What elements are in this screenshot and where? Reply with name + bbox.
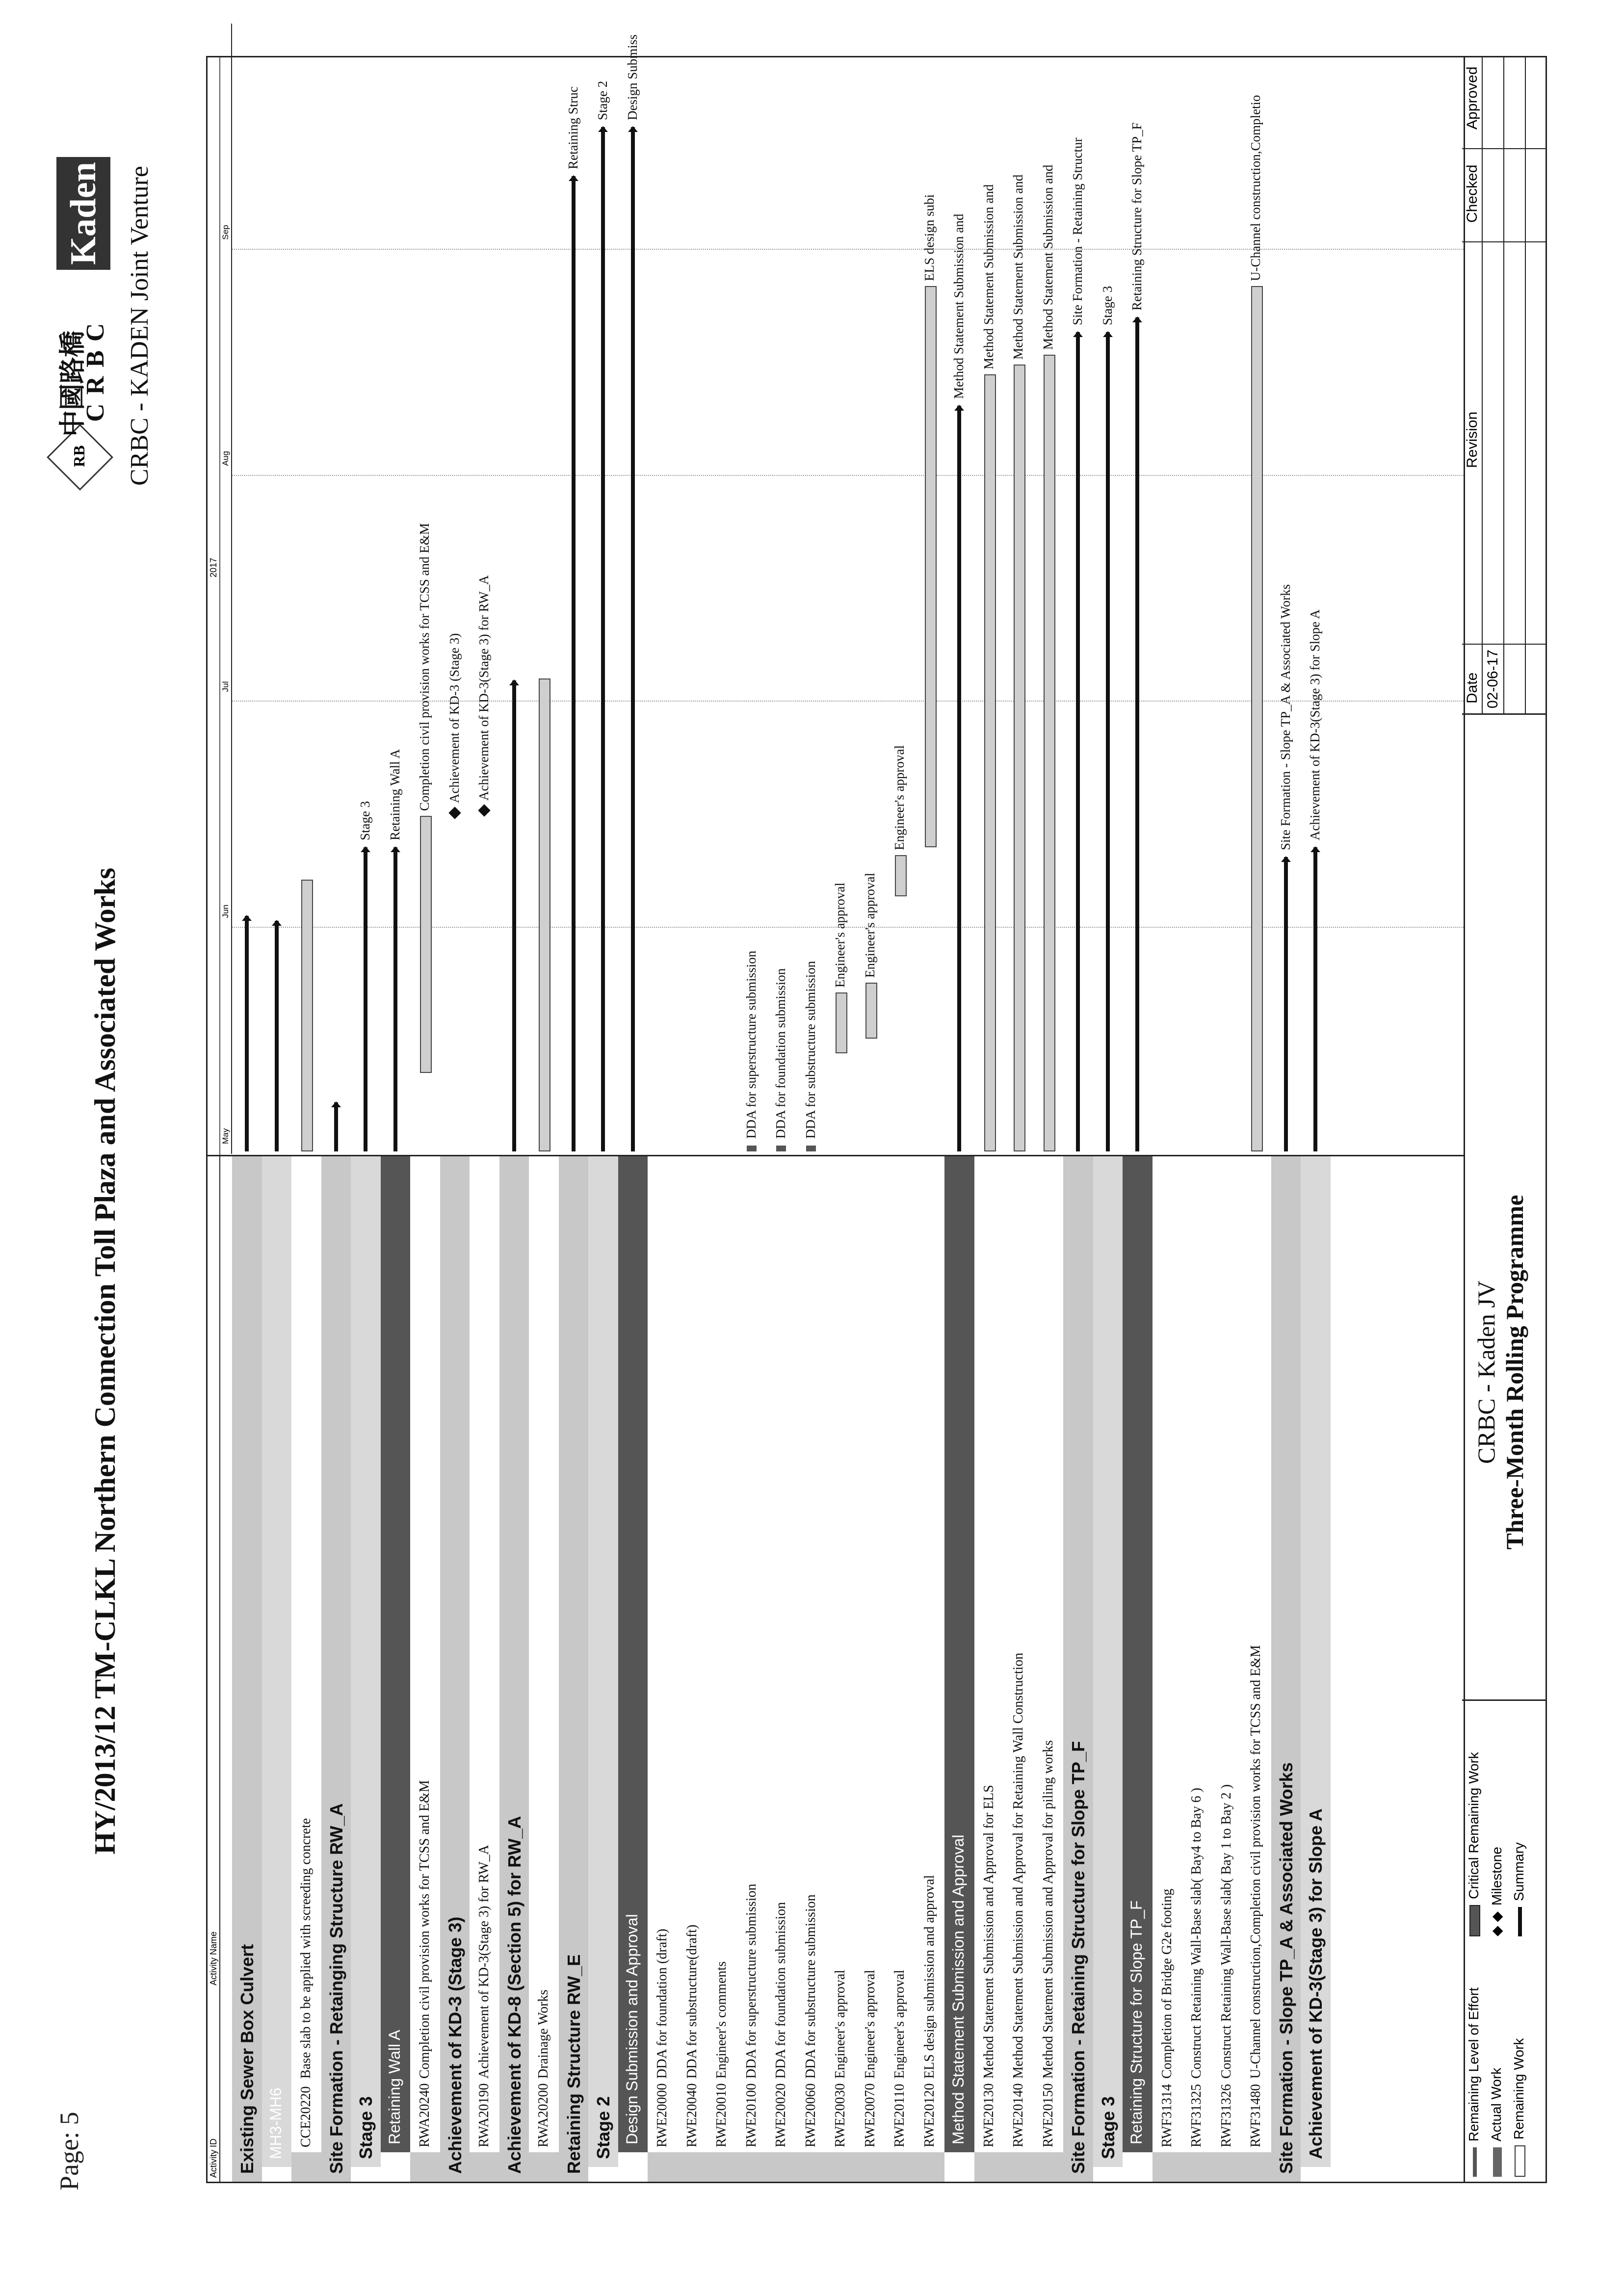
footer-title-line1: CRBC - Kaden JV [1472, 1280, 1500, 1464]
summary-end-icon [1132, 316, 1142, 322]
group-row [440, 57, 470, 2182]
summary-bar [572, 176, 576, 1151]
group-label: Stage 3 [356, 2096, 376, 2159]
activity-row [648, 57, 678, 2182]
month-header-2 [220, 476, 232, 702]
bar-label: Completion civil provision works for TCSS and E&M [417, 523, 432, 811]
activity-id: RWE20010 [714, 2083, 729, 2147]
group-label: Site Formation - Retainging Structure RW_A [326, 1803, 346, 2174]
activity-name: DDA for foundation (draft) [655, 1929, 670, 2079]
month-header-0 [220, 928, 232, 1154]
activity-row [856, 57, 886, 2182]
activity-name: Completion civil provision works for TCSS and E&M [417, 1780, 432, 2079]
activity-name: Drainage Works [536, 1989, 551, 2079]
activity-row [885, 57, 915, 2182]
activity-id: RWE20000 [655, 2083, 670, 2147]
revision-table [1462, 56, 1545, 715]
bar-label: Engineer's approval [892, 745, 907, 850]
summary-bar [393, 847, 397, 1151]
activity-row [1212, 57, 1242, 2182]
activity-id: RWE20130 [981, 2083, 996, 2147]
activity-name: Base slab to be applied with screeding concrete [298, 1818, 314, 2079]
bar-label: Retaining Wall A [387, 749, 402, 840]
month-label: Aug [221, 451, 230, 466]
bar-label: Stage 3 [1100, 286, 1115, 325]
month-header-3 [220, 250, 232, 476]
activity-id: RWE20020 [773, 2083, 788, 2147]
summary-end-icon [1103, 331, 1113, 337]
bar-label: Engineer's approval [833, 882, 848, 988]
bar-label: Achievement of KD-3 (Stage 3) [446, 633, 462, 803]
activity-bar [984, 374, 996, 1151]
gantt-table [206, 34, 1465, 2183]
summary-bar [364, 847, 367, 1151]
bar-label: Engineer's approval [862, 872, 877, 978]
rev-date-header: Date [1464, 672, 1480, 704]
summary-end-icon [331, 1101, 341, 1107]
rb-logo-icon: RB [47, 424, 113, 491]
activity-name: DDA for substructure submission [803, 1894, 818, 2079]
group-label: Retaining Structure for Slope TP_F [1127, 1900, 1145, 2144]
activity-bar [895, 855, 907, 896]
year-header [208, 57, 220, 1156]
activity-bar [539, 678, 550, 1151]
bar-label: Stage 3 [358, 801, 373, 840]
activity-id-header: Activity ID [209, 2138, 218, 2178]
summary-end-icon [272, 920, 282, 926]
group-label: Existing Sewer Box Culvert [237, 1944, 257, 2174]
rev-date-value: 02-06-17 [1485, 649, 1501, 708]
legend-summary: Summary [1511, 1842, 1527, 1936]
legend [1466, 1696, 1545, 2177]
logo-crbc-text: CRBC [81, 314, 109, 422]
group-label: Retaining Structure RW_E [563, 1954, 584, 2174]
activity-name-header: Activity Name [209, 1931, 218, 1985]
summary-bar [275, 921, 279, 1151]
month-header-1 [220, 702, 232, 928]
summary-end-icon [242, 915, 252, 921]
summary-end-icon [1310, 846, 1320, 852]
activity-id: RWF31480 [1248, 2084, 1263, 2147]
activity-id: RWE20120 [921, 2083, 937, 2147]
activity-name: Construct Retaining Wall-Base slab( Bay 1 to Bay 2 ) [1218, 1784, 1234, 2079]
footer-title [1472, 1053, 1529, 1691]
legend-actual-work: Actual Work [1489, 2068, 1504, 2177]
summary-bar [1135, 317, 1139, 1151]
bar-label: Site Formation - Slope TP_A & Associated Works [1278, 584, 1293, 850]
bar-label: Retaining Structure for Slope TP_F [1129, 122, 1145, 311]
activity-name: ELS design submission and approval [921, 1875, 937, 2079]
activity-id: RWF31325 [1189, 2084, 1204, 2147]
activity-bar [865, 983, 877, 1039]
summary-bar [1284, 857, 1288, 1151]
activity-id: RWA20240 [417, 2083, 432, 2147]
activity-name: Method Statement Submission and Approval for ELS [981, 1785, 996, 2079]
footer-title-line2: Three-Month Rolling Programme [1501, 1195, 1528, 1550]
activity-id: RWE20070 [862, 2083, 878, 2147]
rev-approved-header: Approved [1464, 66, 1480, 130]
bar-label: Method Statement Submission and [981, 184, 996, 369]
activity-row [678, 57, 707, 2182]
summary-bar [512, 680, 516, 1151]
group-label: Retaining Wall A [385, 2030, 403, 2144]
bar-label: Method Statement Submission and [951, 213, 967, 399]
summary-bar [1313, 847, 1317, 1151]
activity-name: Method Statement Submission and Approval for Retaining Wall Construction [1011, 1652, 1026, 2079]
legend-remaining-level-of-effort: Remaining Level of Effort [1466, 1987, 1482, 2177]
company-logo [52, 137, 179, 486]
activity-name: Construct Retaining Wall-Base slab( Bay4 to Bay 6 ) [1189, 1788, 1204, 2079]
activity-id: RWA20200 [536, 2083, 551, 2147]
activity-name: Engineer's approval [862, 1970, 878, 2079]
summary-end-icon [569, 175, 578, 181]
group-label: Achievement of KD-3 (Stage 3) [445, 1916, 465, 2174]
activity-row [1153, 57, 1182, 2182]
activity-bar [1251, 286, 1263, 1151]
activity-id: RWE20110 [892, 2084, 907, 2147]
activity-row [470, 57, 499, 2182]
month-header-4 [220, 24, 232, 250]
bar-label: Stage 2 [595, 80, 610, 120]
bar-label: Site Formation - Retaining Structur [1070, 137, 1085, 325]
bar-label: Method Statement Submission and [1040, 164, 1055, 350]
summary-end-icon [391, 846, 400, 852]
summary-bar [1076, 332, 1080, 1151]
group-label: Site Formation - Retaining Structure for Slope TP_F [1068, 1741, 1088, 2174]
activity-row [1182, 57, 1212, 2182]
activity-name: Method Statement Submission and Approval for piling works [1040, 1740, 1056, 2079]
footer-divider [1462, 1699, 1545, 1701]
group-label: Stage 2 [593, 2096, 613, 2159]
activity-name: DDA for substructure(draft) [684, 1924, 700, 2079]
summary-bar [1106, 332, 1110, 1151]
kaden-logo: Kaden [56, 157, 110, 270]
activity-id: RWE20030 [833, 2083, 848, 2147]
bar-label: DDA for superstructure submission [743, 950, 759, 1139]
group-label: Design Submission and Approval [623, 1914, 641, 2144]
summary-bar [245, 916, 249, 1151]
activity-id: RWE20140 [1011, 2083, 1026, 2147]
bar-label: ELS design subi [921, 194, 937, 281]
group-label: Site Formation - Slope TP_A & Associated Works [1276, 1762, 1296, 2174]
group-label: Stage 3 [1098, 2096, 1118, 2159]
activity-bar [1044, 355, 1055, 1151]
legend-remaining-work: Remaining Work [1511, 2038, 1527, 2177]
legend-milestone: ◆ ◆Milestone [1489, 1847, 1504, 1936]
group-label: MH3-MH6 [266, 2087, 285, 2159]
activity-name: Engineer's comments [714, 1961, 729, 2079]
jv-name: CRBC - KADEN Joint Venture [126, 166, 154, 486]
month-label: Sep [221, 225, 230, 240]
summary-end-icon [1281, 856, 1291, 862]
activity-id: CCE20220 [298, 2086, 314, 2147]
year-label: 2017 [209, 557, 218, 577]
activity-bar [420, 816, 432, 1073]
activity-id: RWE20150 [1040, 2083, 1056, 2147]
legend-critical-remaining-work: Critical Remaining Work [1466, 1752, 1482, 1936]
activity-name: Engineer's approval [892, 1970, 907, 2079]
activity-id: RWF31326 [1218, 2084, 1234, 2147]
summary-end-icon [598, 126, 608, 132]
activity-name: DDA for superstructure submission [743, 1883, 759, 2079]
activity-bar [806, 1146, 816, 1151]
activity-id: RWF31314 [1159, 2084, 1175, 2147]
activity-name: Achievement of KD-3(Stage 3) for RW_A [476, 1845, 492, 2079]
summary-end-icon [509, 679, 519, 685]
footer [1462, 56, 1547, 2183]
group-label: Achievement of KD-3(Stage 3) for Slope A [1306, 1808, 1326, 2159]
bar-label: Achievement of KD-3(Stage 3) for RW_A [476, 575, 492, 801]
activity-bar [1014, 365, 1025, 1151]
activity-row [707, 57, 737, 2182]
activity-name: U-Channel construction,Completion civil provision works for TCSS and E&M [1248, 1645, 1263, 2079]
summary-bar [957, 406, 961, 1151]
activity-row [410, 57, 440, 2182]
month-label: May [221, 1128, 230, 1144]
group-label: Method Statement Submission and Approval [949, 1834, 967, 2144]
activity-header [208, 1156, 220, 2182]
activity-id: RWE20040 [684, 2083, 700, 2147]
activity-id: RWA20190 [476, 2083, 492, 2147]
bar-label: Design Submiss [625, 34, 640, 120]
month-label: Jul [221, 681, 230, 692]
bar-label: U-Channel construction,Completio [1248, 95, 1263, 281]
page-number: Page: 5 [54, 2112, 84, 2191]
activity-bar [836, 992, 847, 1053]
activity-name: Completion of Bridge G2e footing [1159, 1888, 1175, 2079]
rev-revision-header: Revision [1464, 411, 1480, 468]
project-title: HY/2013/12 TM-CLKL Northern Connection Toll Plaza and Associated Works [89, 867, 121, 1854]
logo-chinese-text: 中國路橋 [58, 331, 87, 437]
month-label: Jun [221, 904, 230, 918]
bar-label: Method Statement Submission and [1011, 174, 1026, 360]
bar-label: DDA for substructure submission [803, 961, 818, 1139]
activity-bar [776, 1146, 786, 1151]
summary-bar [601, 127, 605, 1151]
milestone-icon: ◆ ◆ [1489, 1911, 1504, 1936]
activity-bar [747, 1146, 757, 1151]
bar-label: Retaining Struc [565, 86, 580, 169]
bar-label: Achievement of KD-3(Stage 3) for Slope A [1308, 609, 1323, 840]
summary-end-icon [361, 846, 370, 852]
activity-id: RWE20100 [743, 2083, 759, 2147]
rev-checked-header: Checked [1464, 164, 1480, 223]
bar-label: DDA for foundation submission [773, 968, 788, 1139]
activity-name: Engineer's approval [833, 1970, 848, 2079]
summary-end-icon [1073, 331, 1083, 337]
activity-bar [301, 880, 313, 1151]
summary-end-icon [954, 405, 964, 411]
activity-row [826, 57, 856, 2182]
activity-id: RWE20060 [803, 2083, 818, 2147]
summary-end-icon [628, 126, 638, 132]
summary-bar [334, 1102, 338, 1151]
group-label: Achievement of KD-8 (Section 5) for RW_A [504, 1816, 524, 2174]
activity-name: DDA for foundation submission [773, 1902, 788, 2079]
activity-bar [925, 286, 937, 847]
summary-bar [631, 127, 635, 1151]
